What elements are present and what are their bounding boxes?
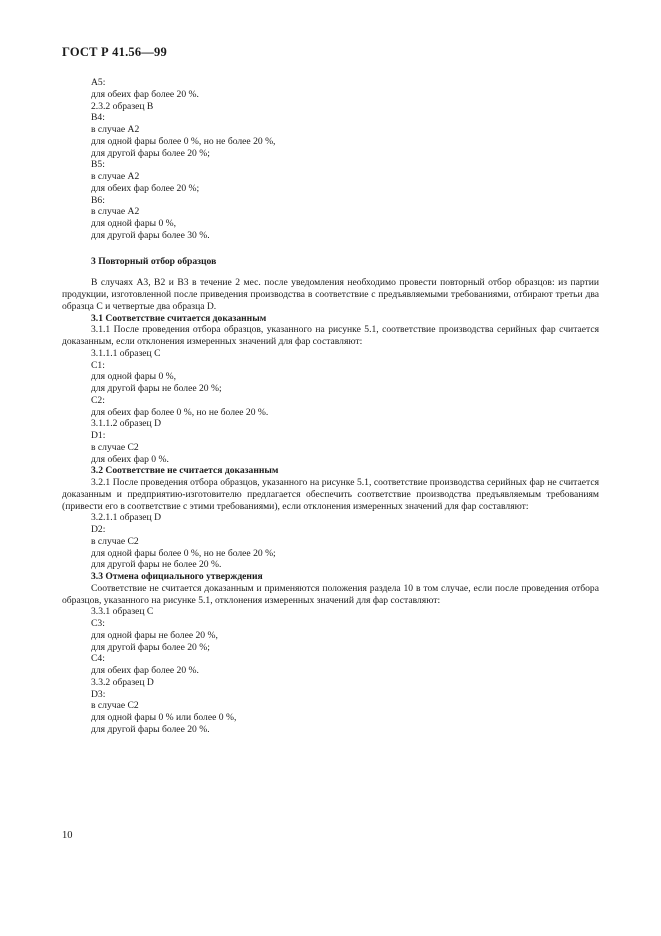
- text-line: для обеих фар более 20 %.: [91, 665, 199, 676]
- spacer: [91, 242, 599, 256]
- lines-group-d: [91, 606, 599, 735]
- section-3-3-heading: 3.3 Отмена официального утверждения: [91, 571, 263, 582]
- text-line: 3.1.1.2 образец D: [91, 418, 162, 430]
- text-line: В5:: [91, 159, 105, 171]
- text-line: для обеих фар более 20 %;: [91, 182, 200, 194]
- section-3-1-paragraph: 3.1.1 После проведения отбора образцов, указанного на рисунке 5.1, соответствие производства серийных фар считается доказанным, если отклонения измеренных значений для фар составляют:: [62, 324, 599, 347]
- text-line: в случае С2: [91, 700, 139, 712]
- section-3-3-paragraph: Соответствие не считается доказанным и применяются положения раздела 10 в том случае, если после проведения отбора образцов, указанного на рисунке 5.1, отклонения измеренных значений для фар составляют:: [62, 582, 599, 606]
- text-line: для другой фары более 20 %;: [91, 147, 210, 159]
- text-line: С2:: [91, 394, 105, 406]
- section-3-heading: 3 Повторный отбор образцов: [91, 255, 217, 267]
- text-line: для обеих фар 0 %.: [91, 453, 169, 465]
- lines-group-b: [91, 348, 599, 466]
- text-line: В6:: [91, 194, 105, 206]
- text-line: 3.2.1.1 образец D: [91, 512, 162, 524]
- text-line: D1:: [91, 430, 106, 441]
- text-line: в случае А2: [91, 206, 140, 218]
- text-line: D2:: [91, 524, 106, 535]
- text-line: для другой фары более 20 %.: [91, 723, 210, 735]
- spacer: [91, 267, 599, 277]
- text-line: 2.3.2 образец В: [91, 100, 154, 112]
- page-number: 10: [62, 830, 73, 841]
- text-line: в случае С2: [91, 441, 139, 453]
- text-line: для одной фары 0 %,: [91, 371, 177, 383]
- text-line: 3.1.1.1 образец С: [91, 347, 161, 359]
- section-3-1-heading: 3.1 Соответствие считается доказанным: [91, 312, 267, 324]
- text-line: С4:: [91, 653, 105, 665]
- text-line: для одной фары более 0 %, но не более 20 %,: [91, 135, 276, 147]
- text-line: для одной фары более 0 %, но не более 20 %;: [91, 547, 276, 559]
- text-line: для одной фары 0 %,: [91, 218, 177, 229]
- text-line: для обеих фар более 20 %.: [91, 88, 199, 100]
- text-line: в случае А2: [91, 171, 140, 182]
- text-line: для другой фары не более 20 %.: [91, 559, 222, 571]
- text-line: А5:: [91, 77, 106, 88]
- text-line: для другой фары более 30 %.: [91, 229, 210, 241]
- section-3-2-paragraph: 3.2.1 После проведения отбора образцов, указанного на рисунке 5.1, соответствие производства серийных фар не считается доказанным и предприятию-изготовителю предлагается обеспечить соответствие производства предъявляемым требованиям (привести его в соответствие с этими требованиями), если отклонения измеренных значений для фар составляют:: [62, 477, 599, 512]
- text-line: для другой фары более 20 %;: [91, 641, 210, 653]
- text-line: для одной фары 0 % или более 0 %,: [91, 712, 237, 723]
- text-line: для обеих фар более 0 %, но не более 20 %.: [91, 406, 269, 418]
- text-line: для другой фары не более 20 %;: [91, 383, 222, 394]
- document-header: ГОСТ Р 41.56—99: [62, 45, 167, 59]
- document-body: [62, 77, 599, 736]
- text-line: 3.3.2 образец D: [91, 676, 154, 688]
- text-line: в случае А2: [91, 124, 140, 135]
- section-3-paragraph: В случаях А3, В2 и В3 в течение 2 мес. после уведомления необходимо провести повторный отбор образцов: из партии продукции, изготовленной после приведения производства в соответствие с предъявляемыми требованиями, отбирают третьи два образца С и четвертые два образца D.: [62, 277, 599, 312]
- section-3-2-heading: 3.2 Соответствие не считается доказанным: [91, 465, 279, 477]
- lines-group-a: [91, 77, 599, 242]
- text-line: С1:: [91, 359, 105, 371]
- text-line: в случае С2: [91, 535, 139, 547]
- text-line: для одной фары не более 20 %,: [91, 629, 218, 641]
- text-line: D3:: [91, 688, 106, 700]
- lines-group-c: [91, 512, 599, 571]
- text-line: В4:: [91, 112, 105, 124]
- text-line: 3.3.1 образец С: [91, 606, 154, 618]
- text-line: С3:: [91, 618, 105, 629]
